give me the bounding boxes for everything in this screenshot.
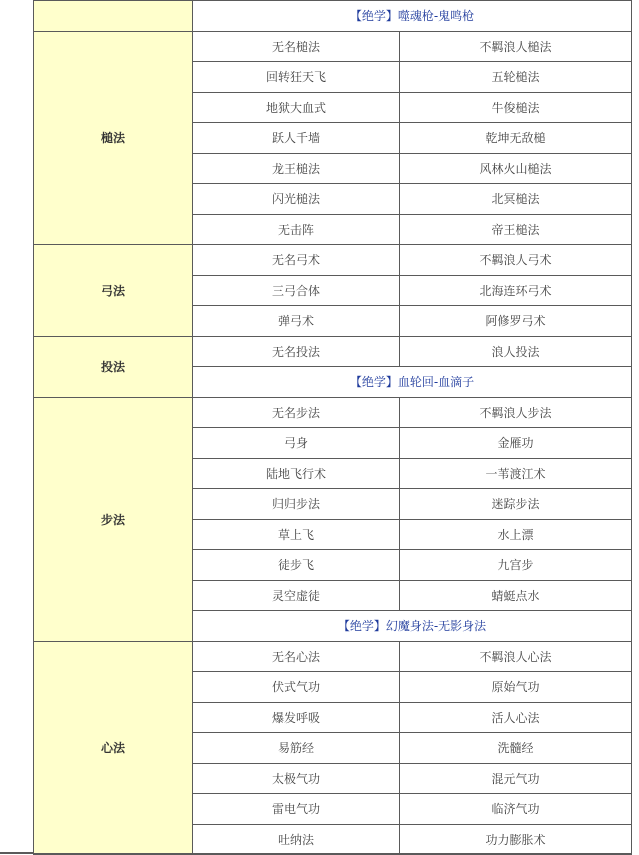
table-bottom-border [33, 853, 632, 854]
category-cell: 投法 [34, 336, 193, 397]
skill-name-left: 雷电气功 [193, 794, 400, 825]
skill-name-right: 一苇渡江术 [400, 458, 632, 489]
skill-name-left: 伏式气功 [193, 672, 400, 703]
skill-name-left: 无名槌法 [193, 31, 400, 62]
table-row [34, 336, 632, 367]
ultimate-skill-cell: 【绝学】血轮回-血滴子 [193, 367, 632, 398]
skill-name-left: 徒步飞 [193, 550, 400, 581]
skill-name-right: 金雁功 [400, 428, 632, 459]
category-cell: 步法 [34, 397, 193, 641]
table-row [34, 245, 632, 276]
skill-name-left: 爆发呼吸 [193, 702, 400, 733]
skill-name-right: 乾坤无敌槌 [400, 123, 632, 154]
skill-name-right: 临济气功 [400, 794, 632, 825]
skill-name-right: 北冥槌法 [400, 184, 632, 215]
skill-name-left: 陆地飞行术 [193, 458, 400, 489]
skill-name-left: 弹弓术 [193, 306, 400, 337]
skill-name-right: 牛俊槌法 [400, 92, 632, 123]
skill-name-left: 无名心法 [193, 641, 400, 672]
ultimate-skill-cell: 【绝学】幻魔身法-无影身法 [193, 611, 632, 642]
skill-name-right: 帝王槌法 [400, 214, 632, 245]
skill-name-left: 草上飞 [193, 519, 400, 550]
skill-name-right: 不羁浪人步法 [400, 397, 632, 428]
skill-name-left: 太极气功 [193, 763, 400, 794]
skill-name-left: 无名投法 [193, 336, 400, 367]
skill-name-left: 龙王槌法 [193, 153, 400, 184]
skill-name-left: 吐纳法 [193, 824, 400, 855]
left-edge-border [0, 852, 36, 854]
ultimate-skill-cell: 【绝学】噬魂枪-鬼鸣枪 [193, 1, 632, 32]
skill-name-left: 无名弓术 [193, 245, 400, 276]
skill-name-right: 不羁浪人槌法 [400, 31, 632, 62]
skill-name-left: 回转狂天飞 [193, 62, 400, 93]
skill-name-left: 灵空虚徒 [193, 580, 400, 611]
category-cell: 弓法 [34, 245, 193, 337]
skill-name-right: 混元气功 [400, 763, 632, 794]
table-row [34, 641, 632, 672]
skill-name-right: 功力膨胀术 [400, 824, 632, 855]
category-cell [34, 1, 193, 32]
skill-name-right: 五轮槌法 [400, 62, 632, 93]
skill-name-right: 蜻蜓点水 [400, 580, 632, 611]
skill-name-right: 浪人投法 [400, 336, 632, 367]
table-row [34, 31, 632, 62]
skill-name-right: 原始气功 [400, 672, 632, 703]
skill-name-right: 迷踪步法 [400, 489, 632, 520]
skill-name-right: 不羁浪人心法 [400, 641, 632, 672]
skill-name-right: 活人心法 [400, 702, 632, 733]
skill-name-right: 不羁浪人弓术 [400, 245, 632, 276]
skill-name-left: 无名步法 [193, 397, 400, 428]
skill-name-left: 归归步法 [193, 489, 400, 520]
skill-name-right: 水上漂 [400, 519, 632, 550]
skill-table [33, 0, 632, 855]
skill-name-left: 易筋经 [193, 733, 400, 764]
category-cell: 槌法 [34, 31, 193, 245]
skill-name-left: 跃人千墙 [193, 123, 400, 154]
skill-name-left: 闪光槌法 [193, 184, 400, 215]
skill-name-right: 九宫步 [400, 550, 632, 581]
skill-name-left: 弓身 [193, 428, 400, 459]
table-row [34, 397, 632, 428]
skill-name-left: 地狱大血式 [193, 92, 400, 123]
table-row [34, 1, 632, 32]
skill-table-body [34, 1, 632, 855]
skill-name-left: 三弓合体 [193, 275, 400, 306]
skill-name-right: 洗髓经 [400, 733, 632, 764]
skill-name-right: 北海连环弓术 [400, 275, 632, 306]
skill-name-right: 风林火山槌法 [400, 153, 632, 184]
skill-name-left: 无击阵 [193, 214, 400, 245]
category-cell: 心法 [34, 641, 193, 855]
skill-name-right: 阿修罗弓术 [400, 306, 632, 337]
